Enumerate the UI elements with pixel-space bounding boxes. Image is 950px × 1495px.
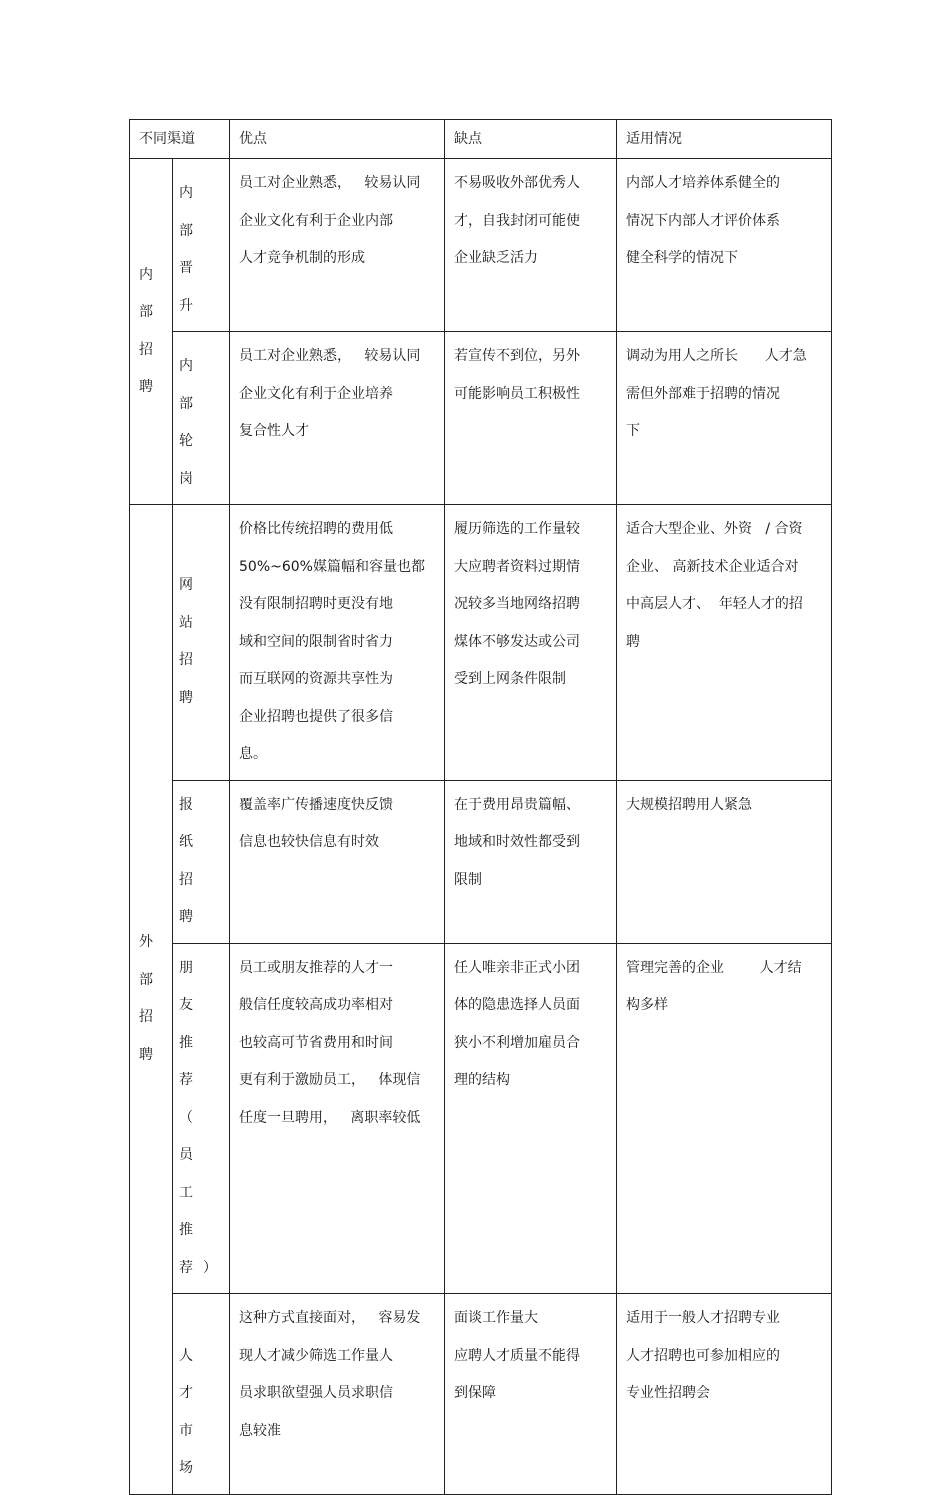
- pros-line: 覆盖率广传播速度快反馈: [239, 796, 393, 813]
- header-cons: 缺点: [445, 120, 617, 159]
- pros-line: 员求职欲望强人员求职信: [239, 1385, 393, 1401]
- subchannel-label: 网 站: [179, 577, 203, 631]
- subchannel-cell: [173, 505, 230, 781]
- pros-line: 50%~60%媒篇幅和容量也都: [239, 558, 425, 575]
- pros-line: 而互联网的资源共享性为: [239, 671, 393, 687]
- pros-line: 般信任度较高成功率相对: [239, 997, 393, 1013]
- subchannel-label: 内 部: [179, 358, 203, 412]
- fit-line: 适用于一般人才招聘专业: [626, 1310, 780, 1326]
- pros-cell: [230, 943, 445, 1294]
- cons-line: 体的隐患选择人员面: [454, 997, 580, 1013]
- cons-line: 大应聘者资料过期情: [454, 558, 580, 575]
- recruitment-channels-table: [129, 119, 832, 1495]
- pros-line: 员工对企业熟悉， 较易认同: [239, 348, 421, 364]
- subchannel-label: 招聘: [179, 652, 203, 706]
- pros-line: 复合性人才: [239, 423, 309, 439]
- cons-line: 不易吸收外部优秀人: [454, 175, 580, 191]
- cons-line: 地域和时效性都受到: [454, 834, 580, 850]
- fit-cell: [617, 332, 832, 505]
- cons-line: 狭小不利增加雇员合: [454, 1034, 580, 1051]
- table-row: [130, 1294, 832, 1495]
- cons-line: 才，自我封闭可能使: [454, 212, 580, 229]
- subchannel-label: 工 推: [179, 1184, 203, 1238]
- fit-line: 调动为用人之所长 人才急: [626, 348, 807, 364]
- subchannel-label: [179, 1300, 221, 1338]
- group-label: 外部招聘: [139, 934, 153, 1063]
- pros-line: 现人才减少筛选工作量人: [239, 1347, 393, 1364]
- pros-cell: [230, 159, 445, 332]
- group-label: 内部招聘: [139, 266, 153, 395]
- subchannel-label: 内 部: [179, 185, 203, 239]
- subchannel-label: 晋升: [179, 260, 203, 314]
- table-row: [130, 159, 832, 332]
- fit-cell: [617, 780, 832, 943]
- pros-line: 任度一旦聘用， 离职率较低: [239, 1109, 421, 1126]
- pros-line: 息。: [239, 746, 267, 762]
- fit-cell: [617, 1294, 832, 1495]
- cons-line: 可能影响员工积极性: [454, 385, 580, 402]
- pros-line: 人才竞争机制的形成: [239, 250, 365, 266]
- header-channel: 不同渠道: [130, 120, 230, 159]
- subchannel-label: （ 员: [179, 1109, 203, 1163]
- subchannel-label: 轮岗: [179, 433, 203, 487]
- fit-line: 大规模招聘用人紧急: [626, 796, 752, 813]
- subchannel-label: 报 纸: [179, 796, 203, 850]
- fit-line: 聘: [626, 633, 640, 650]
- cons-line: 履历筛选的工作量较: [454, 521, 580, 537]
- table-row: [130, 505, 832, 781]
- subchannel-label: 市场: [179, 1422, 203, 1476]
- pros-line: 这种方式直接面对， 容易发: [239, 1310, 421, 1326]
- cons-line: 任人唯亲非正式小团: [454, 959, 580, 976]
- pros-line: 员工对企业熟悉， 较易认同: [239, 175, 421, 191]
- fit-cell: [617, 159, 832, 332]
- pros-line: 也较高可节省费用和时间: [239, 1034, 393, 1051]
- cons-line: 应聘人才质量不能得: [454, 1347, 580, 1364]
- fit-line: 需但外部难于招聘的情况: [626, 385, 780, 402]
- cons-cell: [445, 1294, 617, 1495]
- pros-line: 企业文化有利于企业培养: [239, 385, 393, 402]
- pros-line: 价格比传统招聘的费用低: [239, 521, 393, 537]
- pros-line: 更有利于激励员工， 体现信: [239, 1072, 421, 1088]
- cons-line: 到保障: [454, 1385, 496, 1401]
- fit-cell: [617, 505, 832, 781]
- fit-line: 健全科学的情况下: [626, 250, 738, 266]
- fit-line: 中高层人才、 年轻人才的招: [626, 596, 803, 612]
- subchannel-label: 推 荐: [179, 1034, 203, 1088]
- pros-line: 企业文化有利于企业内部: [239, 212, 393, 229]
- cons-line: 若宣传不到位，另外: [454, 348, 580, 364]
- subchannel-cell: [173, 159, 230, 332]
- subchannel-label: 人 才: [179, 1347, 203, 1401]
- table-row: [130, 780, 832, 943]
- pros-cell: [230, 332, 445, 505]
- fit-line: 专业性招聘会: [626, 1385, 710, 1401]
- cons-cell: [445, 943, 617, 1294]
- cons-line: 受到上网条件限制: [454, 671, 566, 687]
- pros-cell: [230, 505, 445, 781]
- cons-cell: [445, 159, 617, 332]
- cons-line: 企业缺乏活力: [454, 250, 538, 266]
- fit-cell: [617, 943, 832, 1294]
- fit-line: 下: [626, 423, 640, 439]
- fit-line: 情况下内部人才评价体系: [626, 212, 780, 229]
- cons-line: 在于费用昂贵篇幅、: [454, 796, 580, 813]
- subchannel-cell: [173, 1294, 230, 1495]
- pros-line: 员工或朋友推荐的人才一: [239, 959, 393, 976]
- fit-line: 管理完善的企业 人才结: [626, 959, 802, 976]
- pros-line: 域和空间的限制省时省力: [239, 633, 393, 650]
- fit-line: 适合大型企业、外资 / 合资: [626, 521, 803, 537]
- pros-line: 企业招聘也提供了很多信: [239, 708, 393, 725]
- cons-line: 况较多当地网络招聘: [454, 596, 580, 612]
- subchannel-cell: [173, 943, 230, 1294]
- header-row: [130, 120, 832, 159]
- fit-line: 人才招聘也可参加相应的: [626, 1347, 780, 1364]
- header-pros: 优点: [230, 120, 445, 159]
- header-fit: 适用情况: [617, 120, 832, 159]
- table-row: [130, 943, 832, 1294]
- fit-line: 内部人才培养体系健全的: [626, 175, 780, 191]
- cons-line: 理的结构: [454, 1072, 510, 1088]
- subchannel-label: 招聘: [179, 871, 203, 925]
- subchannel-cell: [173, 780, 230, 943]
- pros-line: 信息也较快信息有时效: [239, 834, 379, 850]
- cons-cell: [445, 780, 617, 943]
- subchannel-label: 朋 友: [179, 959, 203, 1013]
- pros-cell: [230, 780, 445, 943]
- pros-line: 没有限制招聘时更没有地: [239, 596, 393, 612]
- pros-cell: [230, 1294, 445, 1495]
- subchannel-label: 荐）: [179, 1259, 227, 1276]
- cons-cell: [445, 505, 617, 781]
- cons-line: 限制: [454, 871, 482, 888]
- pros-line: 息较准: [239, 1422, 281, 1439]
- cons-line: 煤体不够发达或公司: [454, 633, 580, 650]
- fit-line: 企业、 高新技术企业适合对: [626, 558, 799, 575]
- group-cell-external: [130, 505, 173, 1495]
- fit-line: 构多样: [626, 997, 668, 1013]
- table-row: [130, 332, 832, 505]
- cons-line: 面谈工作量大: [454, 1310, 538, 1326]
- subchannel-cell: [173, 332, 230, 505]
- group-cell-internal: [130, 159, 173, 505]
- cons-cell: [445, 332, 617, 505]
